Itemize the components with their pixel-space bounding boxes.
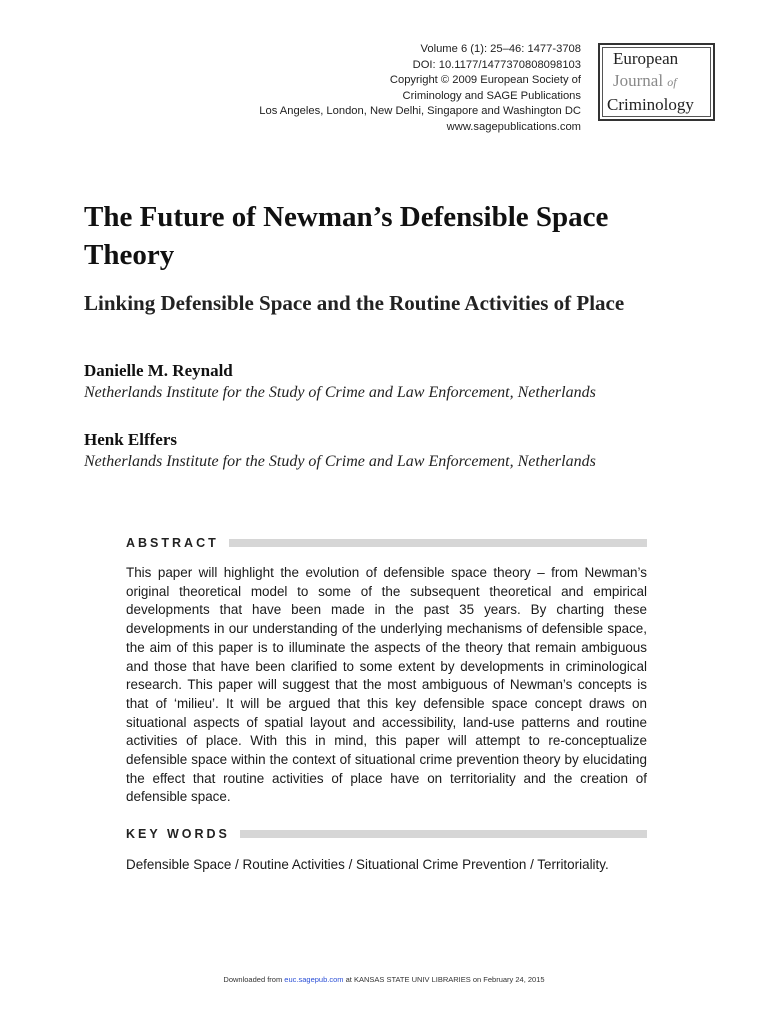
journal-logo: [598, 43, 715, 121]
download-link[interactable]: euc.sagepub.com: [284, 975, 344, 984]
author-affiliation: Netherlands Institute for the Study of Crime and Law Enforcement, Netherlands: [84, 384, 596, 401]
keywords-heading: [126, 825, 647, 843]
article-title: The Future of Newman’s Defensible Space Theory: [84, 201, 609, 271]
pub-locations: Los Angeles, London, New Delhi, Singapore and Washington DC: [259, 105, 581, 118]
article-subtitle: Linking Defensible Space and the Routine Activities of Place: [84, 291, 625, 315]
download-suffix: at KANSAS STATE UNIV LIBRARIES on February 24, 2015: [343, 975, 545, 984]
author-name: Danielle M. Reynald: [84, 361, 233, 380]
pub-volume: Volume 6 (1): 25–46: 1477-3708: [420, 43, 581, 55]
journal-logo-journal-line: [613, 71, 677, 91]
pub-copyright: Copyright © 2009 European Society of: [389, 74, 581, 87]
journal-logo-european: European: [613, 49, 679, 68]
author-name: Henk Elffers: [84, 430, 178, 449]
download-prefix: Downloaded from: [223, 975, 285, 984]
journal-logo-journal: Journal: [613, 71, 664, 90]
abstract-heading-label: ABSTRACT: [126, 536, 219, 550]
pub-website: www.sagepublications.com: [446, 120, 581, 133]
journal-logo-frame: [602, 47, 711, 117]
download-notice: [0, 975, 768, 984]
keywords-heading-rule: [240, 830, 647, 838]
keywords-heading-label: KEY WORDS: [126, 827, 230, 841]
abstract-heading: [126, 534, 647, 552]
journal-logo-criminology: Criminology: [607, 95, 694, 114]
pub-copyright-holder: Criminology and SAGE Publications: [402, 89, 581, 102]
keywords-text: Defensible Space / Routine Activities / Situational Crime Prevention / Territoriality.: [126, 857, 609, 872]
publication-info: [259, 42, 581, 136]
journal-logo-of: of: [667, 75, 677, 89]
abstract-heading-rule: [229, 539, 647, 547]
abstract-text: This paper will highlight the evolution of defensible space theory – from Newman’s original theoretical model to some of the subsequent theoretical and empirical developments that have been made in the past 35 years. By charting these developments in our understanding of the underlying mechanisms of defensible space, the aim of this paper is to illuminate the aspects of the theory that remain ambiguous and those that have been clarified to some extent by developments in criminological research. This paper will suggest that the most ambiguous of Newman’s concepts is that of ‘milieu’. It will be argued that this key defensible space concept draws on situational aspects of spatial layout and accessibility, land-use patterns and routine activities of place. With this in mind, this paper will attempt to re-conceptualize defensible space within the context of situational crime prevention theory by elucidating the effect that routine activities of place have on territoriality and the creation of defensible space.: [126, 565, 647, 805]
pub-doi: DOI: 10.1177/1477370808098103: [412, 58, 581, 71]
author-affiliation: Netherlands Institute for the Study of Crime and Law Enforcement, Netherlands: [84, 453, 596, 470]
